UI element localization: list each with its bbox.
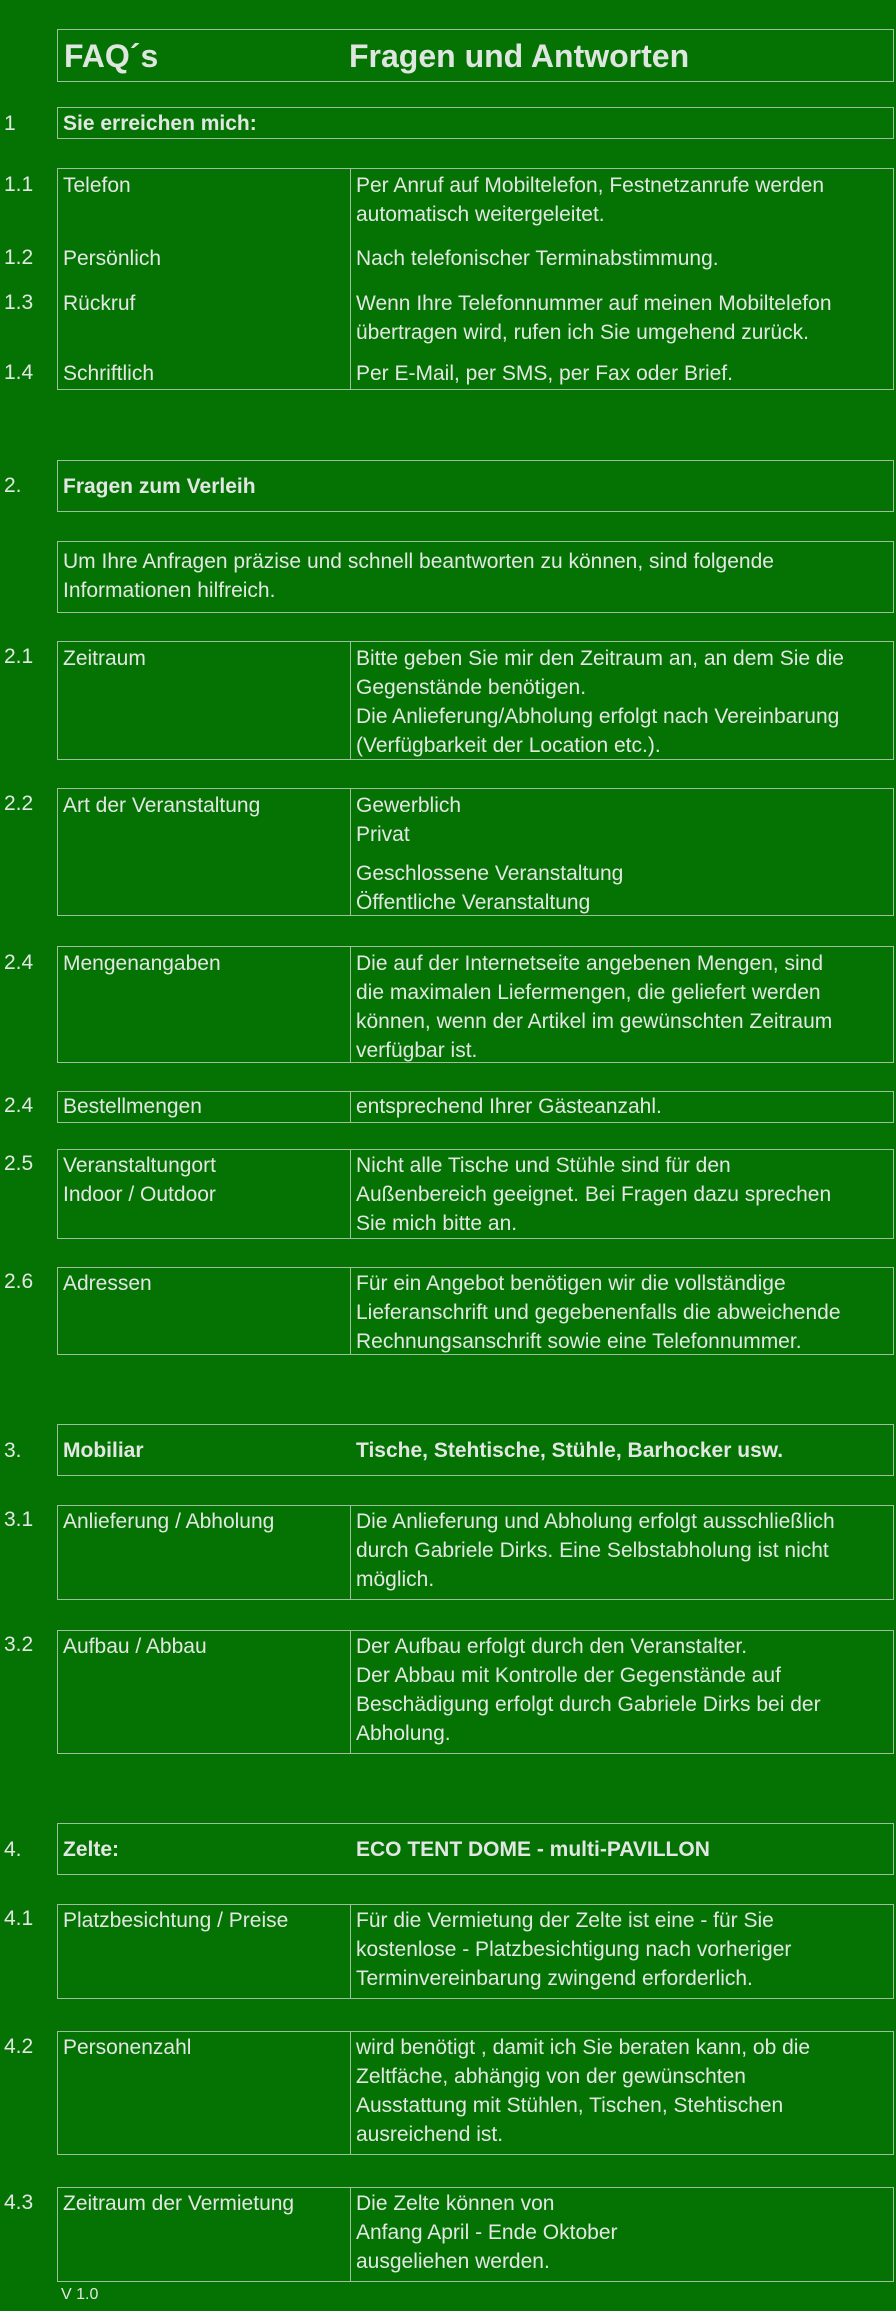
row-label: Telefon [63,174,131,197]
row-number: 1.1 [4,173,34,196]
section-number: 3. [4,1439,22,1462]
section-number: 1 [4,112,16,135]
row-number: 1.4 [4,361,34,384]
row-number: 2.1 [4,645,34,668]
row-number: 1.3 [4,291,34,314]
version-label: V 1.0 [61,2286,99,2303]
faq-row: Bestellmengen entsprechend Ihrer Gästeanzahl. [57,1091,894,1123]
faq-row: Anlieferung / Abholung Die Anlieferung und Abholung erfolgt ausschließlich durch Gabriele Dirks. Eine Selbstabholung ist nicht möglich. [57,1505,894,1600]
faq-row: Aufbau / Abbau Der Aufbau erfolgt durch den Veranstalter. Der Abbau mit Kontrolle der Gegenstände auf Beschädigung erfolgt durch Gabriele Dirks bei der Abholung. [57,1630,894,1754]
section-number: 4. [4,1838,22,1861]
row-number: 2.5 [4,1152,34,1175]
section-header [57,107,894,139]
row-number: 4.3 [4,2191,34,2214]
section-header [57,460,894,512]
faq-row: Veranstaltungort Indoor / Outdoor Nicht alle Tische und Stühle sind für den Außenbereich geeignet. Bei Fragen dazu sprechen Sie mich bitte an. [57,1149,894,1239]
row-text: Per E-Mail, per SMS, per Fax oder Brief. [356,362,733,385]
row-number: 4.2 [4,2035,34,2058]
faq-row: Mengenangaben Die auf der Internetseite angebenen Mengen, sind die maximalen Liefermengen, die geliefert werden können, wenn der Artikel im gewünschten Zeitraum verfügbar ist. [57,946,894,1063]
row-number: 1.2 [4,246,34,269]
row-label: Persönlich [63,247,162,270]
faq-row: Adressen Für ein Angebot benötigen wir die vollständige Lieferanschrift und gegebenenfalls die abweichende Rechnungsanschrift sowie eine Telefonnummer. [57,1267,894,1355]
section-title-right: ECO TENT DOME - multi-PAVILLON [356,1838,710,1861]
page-subtitle: Fragen und Antworten [349,38,690,74]
faq-row: Zeitraum Bitte geben Sie mir den Zeitraum an, an dem Sie die Gegenstände benötigen. Die Anlieferung/Abholung erfolgt nach Vereinbarung (Verfügbarkeit der Location etc.). [57,641,894,760]
faq-row: Personenzahl wird benötigt , damit ich Sie beraten kann, ob die Zeltfäche, abhängig von der gewünschten Ausstattung mit Stühlen, Tischen, Stehtischen ausreichend ist. [57,2031,894,2155]
row-number: 3.2 [4,1633,34,1656]
row-number: 2.4 [4,1094,34,1117]
section-title: Sie erreichen mich: [63,112,257,135]
section-title: Zelte: [63,1838,120,1861]
faq-row: Art der Veranstaltung Gewerblich Privat Geschlossene Veranstaltung Öffentliche Veranstaltung [57,788,894,916]
section-title-right: Tische, Stehtische, Stühle, Barhocker usw. [356,1439,784,1462]
section-title: Mobiliar [63,1439,144,1462]
row-number: 2.2 [4,792,34,815]
row-number: 4.1 [4,1907,34,1930]
faq-row: Platzbesichtung / Preise Für die Vermietung der Zelte ist eine - für Sie kostenlose - Platzbesichtigung nach vorheriger Terminvereinbarung zwingend erforderlich. [57,1904,894,1999]
faq-table [57,168,894,390]
row-label: Schriftlich [63,362,155,385]
row-text: Per Anruf auf Mobiltelefon, Festnetzanrufe werden automatisch weitergeleitet. [356,174,825,226]
title-box [57,29,894,82]
section-number: 2. [4,474,22,497]
row-number: 2.6 [4,1270,34,1293]
row-number: 2.4 [4,951,34,974]
page-title: FAQ´s [64,38,159,74]
row-text: Wenn Ihre Telefonnummer auf meinen Mobiltelefon übertragen wird, rufen ich Sie umgehend zurück. [356,292,832,344]
section-header [57,1424,894,1476]
faq-row: Zeitraum der Vermietung Die Zelte können von Anfang April - Ende Oktober ausgeliehen werden. [57,2187,894,2282]
row-text: Nach telefonischer Terminabstimmung. [356,247,719,270]
section-title: Fragen zum Verleih [63,475,256,498]
section-header [57,1823,894,1875]
row-number: 3.1 [4,1508,34,1531]
section-intro: Um Ihre Anfragen präzise und schnell beantworten zu können, sind folgende Informationen hilfreich. [57,541,894,613]
row-label: Rückruf [63,292,136,315]
